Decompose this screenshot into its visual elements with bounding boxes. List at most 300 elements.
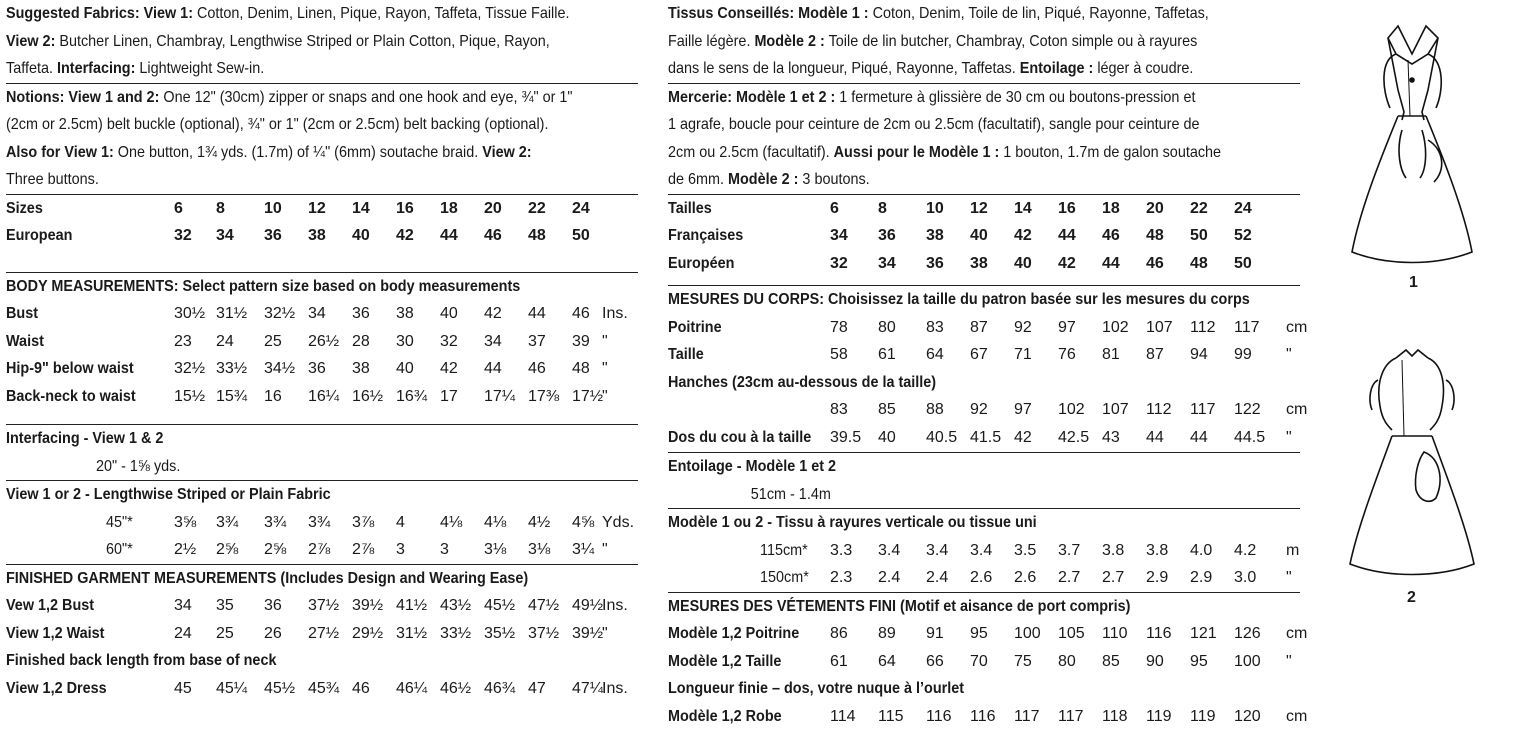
unit-label: " [602,624,608,642]
table-cell: 122 [1234,401,1261,418]
table-cell: 105 [1058,625,1085,642]
table-cell: 118 [1102,707,1128,725]
table-cell: 2⅝ [216,541,239,558]
table-cell: 32½ [264,305,296,322]
table-cell: 44 [484,360,502,377]
table-cell: 97 [1014,401,1032,418]
table-cell: 15¾ [216,387,248,405]
table-cell: 23 [174,332,192,350]
table-cell: 26½ [308,332,340,350]
table-cell: 22 [528,199,546,217]
table-cell: 4.2 [1234,541,1257,559]
row-label: Modèle 1,2 Taille [668,652,782,670]
table-cell: 83 [926,318,944,336]
table-row [6,592,638,620]
table-cell: 40.5 [926,428,958,446]
row-label: Bust [6,305,39,322]
table-cell: 116 [970,707,996,725]
table-cell: 42.5 [1058,428,1090,446]
table-cell: 16¾ [396,387,428,405]
table-cell: 52 [1234,227,1252,244]
table-cell: 89 [878,625,896,642]
table-cell: 3¾ [264,513,287,531]
table-cell: 50 [572,227,590,244]
table-cell: 36 [264,597,282,614]
table-cell: 42 [1058,254,1076,272]
table-cell: 34 [308,305,326,322]
table-row [668,222,1300,250]
fabrics-line: Faille légère. Modèle 2 : Toile de lin butcher, Chambray, Coton simple ou à rayures [668,32,1198,50]
table-row [6,222,638,250]
table-cell: 3¾ [216,513,239,531]
table-row [668,250,1300,278]
row-label: View 1,2 Dress [6,679,107,697]
table-cell: 15½ [174,387,206,405]
table-row [6,536,638,564]
table-cell: 3¼ [572,541,595,558]
table-cell: 24 [572,199,590,217]
table-cell: 95 [1190,652,1208,670]
table-cell: 46 [572,305,590,322]
unit-label: " [1286,652,1292,670]
table-cell: 2.9 [1190,569,1213,586]
notions-line: Three buttons. [6,171,99,188]
unit-label: Ins. [602,597,628,614]
table-cell: 39 [572,332,590,350]
table-cell: 41½ [396,597,428,614]
table-cell: 26 [264,624,282,642]
table-cell: 80 [878,318,896,336]
row-label: 115cm* [760,541,808,559]
table-cell: 16½ [352,387,384,405]
table-cell: 81 [1102,346,1120,363]
table-cell: 61 [878,346,896,363]
table-cell: 71 [1014,346,1032,363]
table-cell: 17⅜ [528,387,560,405]
table-row [668,537,1300,565]
table-cell: 42 [484,305,502,322]
fabric-yardage-table [6,509,638,564]
table-cell: 3⅛ [528,541,551,558]
row-label: Waist [6,332,44,350]
row-label: View 1,2 Waist [6,624,105,642]
table-cell: 2.9 [1146,569,1169,586]
table-cell: 46 [352,679,370,697]
table-cell: 107 [1146,318,1173,336]
finished-measurements-title: MESURES DES VÉTEMENTS FINI (Motif et aisance de port compris) [668,597,1131,615]
unit-label: Ins. [602,679,628,697]
table-cell: 38 [352,360,370,377]
fabric-yardage-table [668,537,1300,592]
table-cell: 2½ [174,541,197,558]
interfacing-title: Interfacing - View 1 & 2 [6,430,164,447]
row-label: Dos du cou à la taille [668,428,812,446]
table-cell: 25 [216,624,234,642]
table-cell: 116 [1146,625,1172,642]
sizes-table [668,195,1300,278]
table-cell: 64 [878,652,896,670]
figure-2-number: 2 [1407,589,1416,606]
table-cell: 18 [1102,199,1120,217]
table-cell: 39.5 [830,428,862,446]
table-cell: 85 [1102,652,1120,670]
table-cell: 40 [1014,254,1032,272]
unit-label: " [1286,569,1292,586]
table-cell: 40 [396,360,414,377]
unit-label: " [602,360,608,377]
table-row [668,314,1308,342]
fabrics-line: Suggested Fabrics: View 1: Cotton, Denim, Linen, Pique, Rayon, Taffeta, Tissue Faille. [6,5,570,22]
table-cell: 87 [970,318,988,336]
table-cell: 44 [440,227,458,244]
table-cell: 16 [264,387,282,405]
row-label: 45"* [106,513,133,531]
table-cell: 16¼ [308,387,340,405]
row-label: Tailles [668,199,712,217]
table-cell: 6 [174,199,183,217]
table-cell: 4⅛ [440,513,463,531]
table-cell: 31½ [216,305,248,322]
interfacing-value: 51cm - 1.4m [750,485,831,503]
table-cell: 91 [926,625,944,642]
table-cell: 45½ [264,679,296,697]
table-cell: 3.5 [1014,541,1037,559]
unit-label: Yds. [602,513,635,531]
table-cell: 120 [1234,707,1261,725]
table-cell: 3.8 [1102,541,1125,559]
table-cell: 42 [1014,227,1032,244]
table-cell: 110 [1102,625,1128,642]
dress-length-table [6,675,638,703]
table-cell: 39½ [352,597,384,614]
table-cell: 44 [528,305,546,322]
table-cell: 45½ [484,597,516,614]
table-cell: 3.8 [1146,541,1169,559]
body-measurements-title: MESURES DU CORPS: Choisissez la taille du patron basée sur les mesures du corps [668,291,1250,308]
table-cell: 116 [926,707,952,725]
table-cell: 58 [830,346,848,363]
table-cell: 3 [440,541,449,558]
row-label: Taille [668,346,704,363]
table-cell: 20 [484,199,502,217]
table-cell: 37 [528,332,546,350]
table-cell: 24 [174,624,192,642]
table-cell: 46 [1146,254,1164,272]
table-cell: 36 [264,227,282,244]
row-label: Modèle 1,2 Robe [668,707,782,725]
table-cell: 45¾ [308,679,340,697]
table-row [668,620,1308,648]
table-cell: 25 [264,332,282,350]
table-row [668,648,1300,676]
notions-line: Mercerie: Modèle 1 et 2 : 1 fermeture à glissière de 30 cm ou boutons-pression et [668,88,1196,106]
table-cell: 36 [352,305,370,322]
table-cell: 30½ [174,305,206,322]
table-cell: 14 [1014,199,1032,217]
body-measurements-table [6,300,638,410]
table-cell: 87 [1146,346,1164,363]
table-cell: 114 [830,707,856,725]
table-cell: 45 [174,679,192,697]
table-cell: 50 [1234,254,1252,272]
notions-line: Notions: View 1 and 2: One 12" (30cm) zipper or snaps and one hook and eye, ¾" or 1" [6,88,573,106]
table-cell: 36 [926,254,944,272]
table-cell: 3 [396,541,405,558]
table-cell: 17 [440,387,458,405]
sizes-table [6,195,638,250]
table-cell: 8 [216,199,225,217]
notions-line: 2cm ou 2.5cm (facultatif). Aussi pour le Modèle 1 : 1 bouton, 1.7m de galon soutache [668,143,1222,161]
table-cell: 2.7 [1058,569,1081,586]
table-cell: 16 [1058,199,1076,217]
table-cell: 33½ [216,360,248,377]
table-cell: 32 [830,254,848,272]
table-cell: 44.5 [1234,428,1266,446]
table-cell: 3.3 [830,541,853,559]
table-row [6,620,638,648]
table-cell: 86 [830,625,848,642]
table-cell: 83 [830,401,848,418]
table-cell: 44 [1102,254,1120,272]
french-column [668,0,1308,730]
row-label: Françaises [668,227,744,244]
table-cell: 43 [1102,428,1120,446]
table-cell: 34 [174,597,192,614]
table-cell: 3⅛ [484,541,507,558]
table-cell: 102 [1102,318,1129,336]
row-label: Poitrine [668,318,722,336]
table-cell: 38 [926,227,944,244]
fabrics-line: Tissus Conseillés: Modèle 1 : Coton, Denim, Toile de lin, Piqué, Rayonne, Taffetas, [668,5,1209,22]
table-row [6,300,638,328]
table-cell: 40 [352,227,370,244]
unit-label: " [602,332,608,350]
table-row [6,675,638,703]
table-cell: 50 [1190,227,1208,244]
table-cell: 90 [1146,652,1164,670]
table-row [6,355,638,383]
fabric-title: Modèle 1 ou 2 - Tissu à rayures verticale ou tissue uni [668,514,1037,531]
table-cell: 46 [484,227,502,244]
table-cell: 38 [970,254,988,272]
table-cell: 64 [926,346,944,363]
table-cell: 38 [308,227,326,244]
table-cell: 36 [878,227,896,244]
table-cell: 42 [440,360,458,377]
table-cell: 4⅛ [484,513,507,531]
table-cell: 41.5 [970,428,1002,446]
table-row [668,396,1308,424]
table-cell: 3⅝ [174,513,197,531]
table-cell: 3.7 [1058,541,1081,559]
table-cell: 14 [352,199,370,217]
notions-section [6,84,638,194]
fabrics-section [668,0,1300,83]
unit-label: cm [1286,318,1308,336]
table-cell: 17½ [572,387,604,405]
table-cell: 48 [1190,254,1208,272]
table-cell: 2.4 [926,569,949,586]
table-cell: 28 [352,332,370,350]
table-row [668,424,1300,452]
row-label: European [6,227,73,244]
unit-label: Ins. [602,305,628,322]
table-cell: 31½ [396,624,428,642]
table-cell: 40 [878,428,896,446]
finished-measurements-table [668,620,1308,675]
finished-measurements-table [6,592,638,647]
table-cell: 3.4 [926,541,949,559]
unit-label: m [1286,541,1300,559]
fabrics-line: Taffeta. Interfacing: Lightweight Sew-in. [6,60,265,77]
table-cell: 42 [396,227,414,244]
table-cell: 47½ [528,597,560,614]
english-column [6,0,638,702]
table-cell: 27½ [308,624,340,642]
table-cell: 48 [528,227,546,244]
notions-line: de 6mm. Modèle 2 : 3 boutons. [668,171,870,188]
table-cell: 40 [440,305,458,322]
table-cell: 29½ [352,624,384,642]
notions-line: (2cm or 2.5cm) belt buckle (optional), ¾" or 1" (2cm or 2.5cm) belt backing (optional). [6,116,549,133]
table-cell: 99 [1234,346,1252,363]
table-cell: 30 [396,332,414,350]
table-cell: 43½ [440,597,472,614]
table-cell: 2.6 [1014,569,1037,586]
unit-label: " [1286,428,1292,446]
table-cell: 48 [1146,227,1164,244]
row-label: 150cm* [760,569,809,586]
table-cell: 117 [1014,707,1040,725]
table-cell: 4½ [528,513,551,531]
fabrics-line: View 2: Butcher Linen, Chambray, Lengthwise Striped or Plain Cotton, Pique, Rayon, [6,32,550,50]
table-cell: 46¾ [484,679,516,697]
table-row [668,564,1300,592]
row-label: Modèle 1,2 Poitrine [668,625,800,642]
table-cell: 2.3 [830,569,853,586]
table-cell: 80 [1058,652,1076,670]
table-cell: 37½ [308,597,340,614]
table-cell: 112 [1190,318,1216,336]
table-row [6,383,638,411]
table-cell: 2.6 [970,569,993,586]
unit-label: " [602,541,608,558]
table-cell: 34½ [264,360,296,377]
fabric-title: View 1 or 2 - Lengthwise Striped or Plain Fabric [6,486,331,503]
table-cell: 3.4 [878,541,901,559]
table-cell: 92 [1014,318,1032,336]
table-cell: 3⅞ [352,513,375,531]
interfacing-title: Entoilage - Modèle 1 et 2 [668,458,837,475]
table-cell: 42 [1014,428,1032,446]
table-cell: 115 [878,707,904,725]
table-cell: 33½ [440,624,472,642]
table-row [668,195,1300,223]
table-cell: 100 [1014,625,1041,642]
table-cell: 47 [528,679,546,697]
table-cell: 121 [1190,625,1217,642]
table-cell: 97 [1058,318,1076,336]
table-cell: 2⅞ [308,541,331,558]
back-neck-table [668,424,1300,452]
table-cell: 37½ [528,624,560,642]
table-cell: 61 [830,652,848,670]
table-cell: 78 [830,318,848,336]
table-cell: 85 [878,401,896,418]
row-label: Back-neck to waist [6,387,136,405]
dress-view-1-illustration [1340,20,1485,280]
table-cell: 70 [970,652,988,670]
table-cell: 94 [1190,346,1208,363]
row-label: Sizes [6,199,43,217]
table-cell: 46 [528,360,546,377]
table-cell: 2.4 [878,569,901,586]
table-cell: 3¾ [308,513,331,531]
table-cell: 112 [1146,401,1172,418]
table-cell: 10 [926,199,944,217]
table-cell: 36 [308,360,326,377]
table-cell: 39½ [572,624,604,642]
table-cell: 119 [1146,707,1172,725]
table-cell: 66 [926,652,944,670]
table-cell: 117 [1234,318,1260,336]
table-cell: 2.7 [1102,569,1125,586]
table-cell: 34 [878,254,896,272]
fabrics-section [6,0,638,83]
unit-label: cm [1286,625,1308,642]
table-cell: 2⅝ [264,541,287,558]
hips-title: Hanches (23cm au-dessous de la taille) [668,373,937,391]
table-cell: 48 [572,360,590,377]
notions-line: Also for View 1: One button, 1¾ yds. (1.7m) of ¼" (6mm) soutache braid. View 2: [6,143,532,161]
fabrics-line: dans le sens de la longueur, Piqué, Rayonne, Taffetas. Entoilage : léger à coudre. [668,60,1194,77]
back-length-title: Longueur finie – dos, votre nuque à l’ourlet [668,680,965,697]
table-cell: 32 [440,332,458,350]
table-cell: 92 [970,401,988,418]
table-cell: 3.0 [1234,569,1257,586]
table-cell: 46½ [440,679,472,697]
table-row [668,703,1308,731]
unit-label: cm [1286,401,1308,418]
table-cell: 18 [440,199,458,217]
table-cell: 17¼ [484,387,516,405]
table-cell: 44 [1058,227,1076,244]
table-cell: 34 [484,332,502,350]
notions-line: 1 agrafe, boucle pour ceinture de 2cm ou 2.5cm (facultatif), sangle pour ceinture de [668,116,1200,133]
table-cell: 45¼ [216,679,248,697]
row-label: Vew 1,2 Bust [6,597,95,614]
table-cell: 10 [264,199,282,217]
table-cell: 102 [1058,401,1085,418]
table-cell: 49½ [572,597,604,614]
table-cell: 32 [174,227,192,244]
notions-section [668,84,1300,194]
table-cell: 75 [1014,652,1032,670]
table-row [6,328,638,356]
row-label: Européen [668,254,735,272]
table-cell: 24 [1234,199,1252,217]
unit-label: " [1286,346,1292,363]
table-cell: 76 [1058,346,1076,363]
table-cell: 34 [830,227,848,244]
row-label: Hip-9" below waist [6,360,134,377]
table-cell: 2⅞ [352,541,375,558]
interfacing-value: 20" - 1⅝ yds. [96,457,181,475]
body-measurements-table [668,314,1308,369]
table-cell: 47¼ [572,679,604,697]
dress-length-table [668,703,1308,731]
unit-label: " [602,387,608,405]
